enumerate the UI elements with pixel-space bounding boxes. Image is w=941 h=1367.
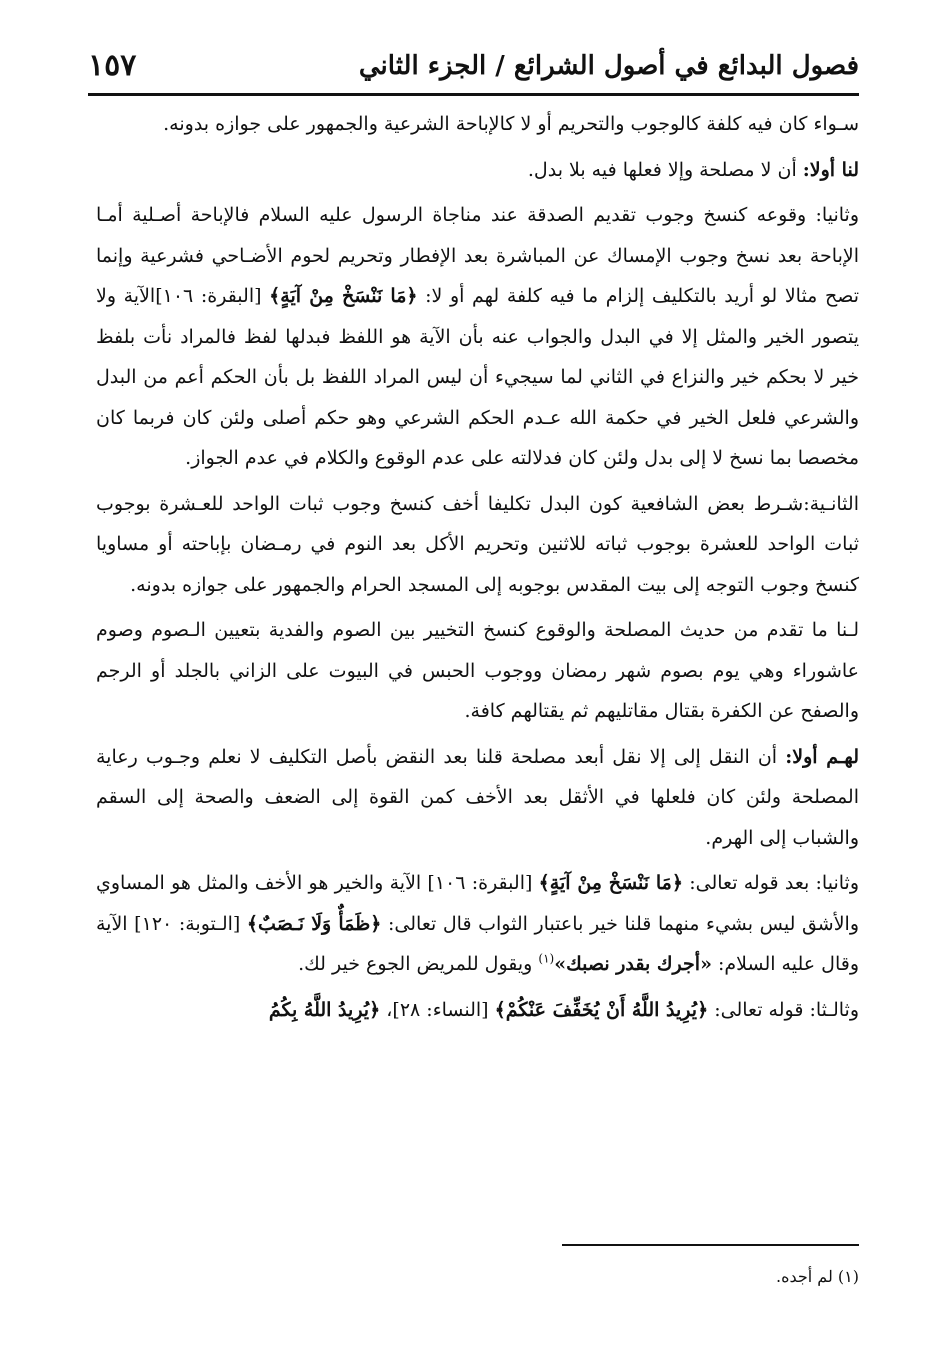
paragraph <box>96 195 859 479</box>
paragraph <box>96 484 859 606</box>
quran-verse: ﴿مَا نَنْسَخْ مِنْ آيَةٍ﴾ <box>269 285 418 307</box>
footnote-reference[interactable]: (١) <box>538 951 555 966</box>
paragraph <box>96 990 859 1031</box>
quran-verse: ﴿ظَمَأٌ وَلَا نَـصَبٌ﴾ <box>246 912 382 935</box>
paragraph-text: وثانيا: بعد قوله تعالى: <box>682 872 859 894</box>
quran-verse: ﴿يُرِيدُ اللَّهُ أَنْ يُخَفِّفَ عَنْكُمْ﴾ <box>494 998 709 1021</box>
paragraph-text: [البقرة: ١٠٦] الآية والخير هو الأخف والمثل هو المساوي والأشق ليس بشيء منهما قلنا خير باعتبار الثواب قال تعالى: <box>96 872 860 935</box>
paragraph-text: [البقرة: ١٠٦]الآية ولا يتصور الخير والمثل إلا في البدل والجواب عنه بأن الآية هو اللفظ فبدلها لفظ فالمراد نأت بلفظ خير لا بحكم خير والنزاع في الثاني لما سيجيء أن ليس المراد اللفظ بل بأن الحكم أعم من البدل والشرعي فلعل الخير في حكمة الله عـدم الحكم الشرعي وهو حكم أصلى ولئن كان فربما كان مخصصا بما نسخ لا إلى بدل ولئن كان فدلالته على عدم الوقوع والكلام في عدم الجواز. <box>96 285 859 469</box>
footnote: (١) لم أجده. <box>776 1267 859 1286</box>
paragraph <box>96 104 859 145</box>
paragraph-text: [النساء: ٢٨]، <box>380 998 495 1021</box>
paragraph-text: سـواء كان فيه كلفة كالوجوب والتحريم أو لا كالإباحة الشرعية والجمهور على جوازه بدونه. <box>163 113 859 135</box>
page-body <box>96 104 859 1030</box>
page-header <box>88 34 859 90</box>
paragraph-lead: لنا أولا: <box>802 158 859 181</box>
footnote-rule <box>562 1244 859 1246</box>
paragraph <box>96 150 859 191</box>
paragraph-text: وثالـثا: قوله تعالى: <box>708 998 859 1021</box>
paragraph-text: أن لا مصلحة وإلا فعلها فيه بلا بدل. <box>527 158 803 181</box>
running-title: فصول البدائع في أصول الشرائع / الجزء الثاني <box>358 51 859 81</box>
paragraph-text: [الـتوبة: ١٢٠] الآية وقال عليه السلام: <box>96 912 859 975</box>
paragraph-lead: لهـم أولا: <box>785 745 859 768</box>
quran-verse: ﴿مَا نَنْسَخْ مِنْ آيَةٍ﴾ <box>538 872 683 894</box>
page-number: ١٥٧ <box>88 48 137 83</box>
paragraph <box>96 737 859 859</box>
hadith-quote: «أجرك بقدر نصبك» <box>554 953 712 975</box>
paragraph <box>96 863 859 985</box>
paragraph-text: لـنا ما تقدم من حديث المصلحة والوقوع كنسخ التخيير بين الصوم والفدية بتعيين الـصوم وصوم عاشوراء وهي يوم بصوم شهر رمضان ووجوب الحبس في البيوت على الزاني بالجلد أو الرجم والصفح عن الكفرة بقتال مقاتليهم ثم يقتالهم كافة. <box>96 619 859 722</box>
paragraph <box>96 610 859 732</box>
header-rule <box>88 93 859 96</box>
paragraph-text: ويقول للمريض الجوع خير لك. <box>298 953 539 975</box>
quran-verse: ﴿يُرِيدُ اللَّهُ بِكُمُ <box>268 998 381 1021</box>
paragraph-text: أن النقل إلى إلا نقل أبعد مصلحة قلنا بعد النقض بأصل التكليف لا نعلم وجـوب رعاية المصلحة ولئن كان فلعلها في الأثقل بعد الأخف كمن القوة إلى الضعف والصحة إلى السقم والشباب إلى الهرم. <box>96 745 859 849</box>
paragraph-text: الثانـية:شـرط بعض الشافعية كون البدل تكليفا أخف كنسخ وجوب ثبات الواحد للعـشرة بوجوب ثبات الواحد للعشرة بوجوب ثباته للاثنين وتحريم الأكل بعد النوم في رمـضان بإباحته أو مساويا كنسخ وجوب التوجه إلى بيت المقدس بوجوبه إلى المسجد الحرام والجمهور على جوازه بدونه. <box>96 492 859 596</box>
paragraph-text: وثانيا: وقوعه كنسخ وجوب تقديم الصدقة عند مناجاة الرسول عليه السلام فالإباحة أصـلية أمـا الإباحة بعد نسخ وجوب الإمساك عن المباشرة بعد الإفطار وتحريم لحوم الأضـاحي فشرعية وإنما تصح مثالا لو أريد بالتكليف إلزام ما فيه كلفة لهم أو لا: <box>96 204 859 307</box>
